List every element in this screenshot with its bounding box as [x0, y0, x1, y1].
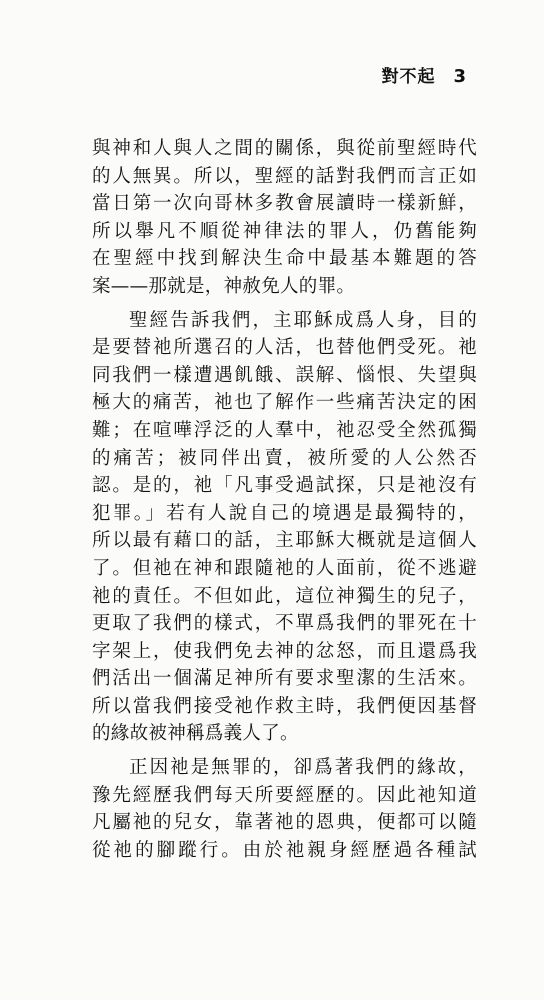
- text-line: 的緣故被神稱爲義人了。: [92, 723, 299, 745]
- text-line: 案——那就是，神赦免人的罪。: [92, 275, 356, 297]
- text-line: 了。但祂在神和跟隨祂的人面前，從不逃避: [92, 557, 477, 579]
- text-line: 正因祂是無罪的，卻爲著我們的緣故，: [129, 757, 477, 779]
- running-header: [381, 62, 466, 87]
- chapter-title: 對不起: [381, 67, 436, 87]
- text-line: 當日第一次向哥林多教會展讀時一樣新鮮，: [92, 193, 477, 215]
- text-line: 凡屬祂的兒女，靠著祂的恩典，便都可以隨: [92, 812, 477, 834]
- page-number: 3: [453, 66, 466, 87]
- paragraph-3: [92, 754, 477, 864]
- text-line: 所以最有藉口的話，主耶穌大概就是這個人: [92, 530, 477, 552]
- text-line: 與神和人與人之間的關係，與從前聖經時代: [92, 138, 477, 159]
- paragraph-2: [92, 307, 477, 749]
- text-line: 所以舉凡不順從神律法的罪人，仍舊能夠: [92, 220, 477, 242]
- text-line: 極大的痛苦，祂也了解作一些痛苦決定的困: [92, 392, 477, 414]
- text-line: 更取了我們的樣式，不單爲我們的罪死在十: [92, 613, 477, 635]
- text-line: 聖經告訴我們，主耶穌成爲人身，目的: [129, 309, 477, 331]
- text-line: 字架上，使我們免去神的忿怒，而且還爲我: [92, 640, 477, 662]
- text-line: 豫先經歷我們每天所要經歷的。因此祂知道: [92, 784, 477, 806]
- text-line: 的人無異。所以，聖經的話對我們而言正如: [92, 165, 477, 187]
- text-line: 難；在喧嘩浮泛的人羣中，祂忍受全然孤獨: [92, 419, 477, 441]
- text-line: 同我們一樣遭遇飢餓、誤解、惱恨、失望與: [92, 364, 477, 386]
- text-line: 犯罪。」若有人說自己的境遇是最獨特的，: [92, 502, 477, 524]
- paragraph-1: [92, 135, 477, 301]
- body-text: [92, 135, 477, 864]
- text-line: 們活出一個滿足神所有要求聖潔的生活來。: [92, 668, 477, 690]
- text-line: 認。是的，祂「凡事受過試探，只是祂沒有: [92, 475, 477, 497]
- text-line: 祂的責任。不但如此，這位神獨生的兒子，: [92, 585, 477, 607]
- text-line: 在聖經中找到解決生命中最基本難題的答: [92, 248, 477, 270]
- text-line: 所以當我們接受祂作救主時，我們便因基督: [92, 695, 477, 717]
- text-line: 的痛苦；被同伴出賣，被所愛的人公然否: [92, 447, 477, 469]
- text-line: 是要替祂所選召的人活，也替他們受死。祂: [92, 337, 477, 359]
- text-line: 從祂的腳蹤行。由於祂親身經歷過各種試: [92, 839, 477, 861]
